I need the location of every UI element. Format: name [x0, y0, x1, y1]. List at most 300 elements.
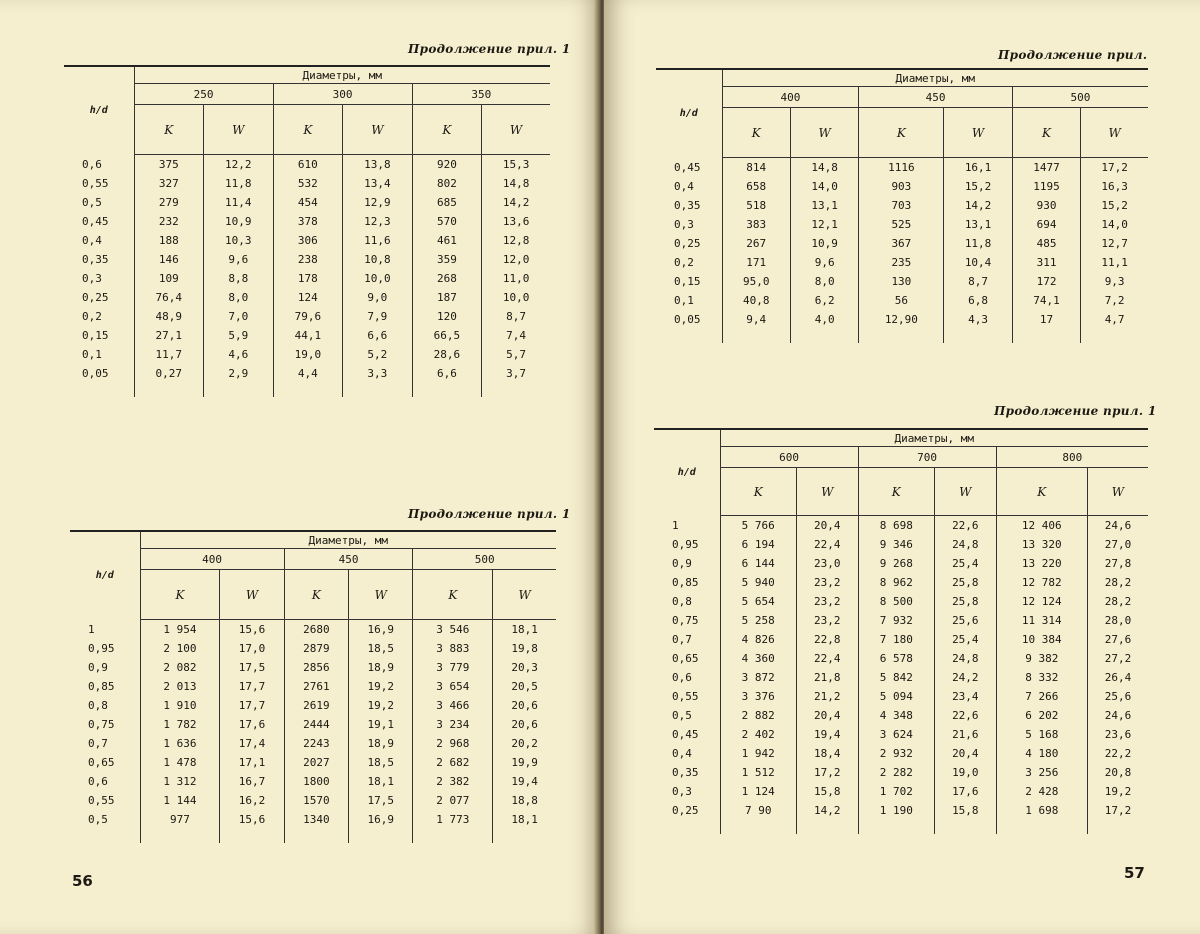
k-value: 171: [722, 253, 790, 272]
w-value: 16,1: [944, 158, 1012, 178]
w-value: 6,8: [944, 291, 1012, 310]
w-value: 11,1: [1101, 256, 1128, 269]
k-value: 2 882: [720, 706, 796, 725]
k-value: 930: [1012, 196, 1080, 215]
w-value: 10,4: [944, 253, 1012, 272]
k-value: 5 766: [720, 516, 796, 536]
w-value: 6,6: [343, 326, 413, 345]
k-value: 658: [722, 177, 790, 196]
w-value: 7,4: [506, 329, 527, 342]
w-value: 17,7: [220, 677, 284, 696]
w-value: 8,7: [506, 310, 527, 323]
table-row: [654, 706, 1148, 725]
w-value: 7,2: [1104, 294, 1125, 307]
k-value: 3 376: [720, 687, 796, 706]
k-value: 267: [722, 234, 790, 253]
table-row: [64, 193, 550, 212]
k-value: 802: [412, 174, 482, 193]
w-value: 4,0: [790, 310, 858, 329]
k-value: 1340: [284, 810, 348, 829]
diameter-value: 500: [1012, 87, 1148, 108]
diameters-header: Диаметры, мм: [140, 531, 556, 549]
w-value: 8,7: [944, 272, 1012, 291]
w-value: 13,1: [790, 196, 858, 215]
k-value: 5 168: [996, 725, 1087, 744]
table-row: [64, 307, 550, 326]
w-value: 8,0: [790, 272, 858, 291]
w-header: W: [220, 570, 284, 620]
w-value: 10,3: [204, 231, 274, 250]
hd-value: 0,45: [654, 725, 720, 744]
w-value: 20,5: [511, 680, 538, 693]
k-value: 1 144: [140, 791, 220, 810]
k-value: 2 428: [996, 782, 1087, 801]
hd-value: 0,35: [64, 250, 134, 269]
hd-header: h/d: [70, 531, 140, 620]
w-value: 17,7: [220, 696, 284, 715]
filler-cell: [722, 329, 790, 343]
hd-value: 0,55: [64, 174, 134, 193]
filler-cell: [349, 829, 413, 843]
w-value: 11,8: [944, 234, 1012, 253]
w-value: 20,6: [511, 699, 538, 712]
table-row: [654, 687, 1148, 706]
k-header: K: [412, 105, 482, 155]
filler-cell: [1081, 329, 1148, 343]
table-row: [654, 573, 1148, 592]
k-value: 9 346: [858, 535, 934, 554]
k-value: 2027: [284, 753, 348, 772]
w-value: 4,7: [1104, 313, 1125, 326]
w-value: 17,4: [220, 734, 284, 753]
hd-value: 0,9: [654, 554, 720, 573]
w-value: 26,4: [1104, 671, 1132, 684]
filler-cell: [134, 383, 204, 397]
k-value: 1570: [284, 791, 348, 810]
k-value: 8 500: [858, 592, 934, 611]
hd-value: 0,75: [654, 611, 720, 630]
k-value: 2 082: [140, 658, 220, 677]
k-value: 2243: [284, 734, 348, 753]
k-value: 76,4: [134, 288, 204, 307]
k-value: 187: [412, 288, 482, 307]
k-value: 17: [1012, 310, 1080, 329]
table-row: [656, 177, 1148, 196]
hd-value: 0,1: [64, 345, 134, 364]
w-value: 5,2: [343, 345, 413, 364]
table-row: [70, 658, 556, 677]
hd-value: 0,45: [64, 212, 134, 231]
w-value: 13,4: [343, 174, 413, 193]
k-value: 610: [273, 155, 343, 175]
k-value: 27,1: [134, 326, 204, 345]
hd-value: 0,25: [656, 234, 722, 253]
data-table: [64, 65, 550, 397]
filler-cell: [935, 820, 997, 834]
w-value: 5,7: [506, 348, 527, 361]
hd-value: 0,2: [64, 307, 134, 326]
w-value: 15,8: [935, 801, 997, 820]
w-value: 24,8: [935, 535, 997, 554]
k-value: 279: [134, 193, 204, 212]
k-value: 6 194: [720, 535, 796, 554]
k-value: 95,0: [722, 272, 790, 291]
filler-cell: [220, 829, 284, 843]
k-value: 7 90: [720, 801, 796, 820]
k-value: 1 312: [140, 772, 220, 791]
diameter-value: 400: [140, 549, 284, 570]
k-value: 5 258: [720, 611, 796, 630]
w-value: 22,2: [1104, 747, 1132, 760]
k-value: 1 702: [858, 782, 934, 801]
k-value: 703: [859, 196, 944, 215]
data-table: [656, 68, 1148, 343]
filler-cell: [482, 383, 550, 397]
w-value: 25,8: [935, 573, 997, 592]
k-value: 13 220: [996, 554, 1087, 573]
w-value: 11,6: [343, 231, 413, 250]
hd-value: 0,5: [654, 706, 720, 725]
w-value: 19,4: [796, 725, 858, 744]
k-value: 8 962: [858, 573, 934, 592]
w-value: 8,0: [204, 288, 274, 307]
w-value: 12,1: [790, 215, 858, 234]
k-value: 2 282: [858, 763, 934, 782]
k-value: 3 883: [413, 639, 493, 658]
k-value: 1800: [284, 772, 348, 791]
k-value: 5 094: [858, 687, 934, 706]
diameter-value: 250: [134, 84, 273, 105]
k-value: 3 872: [720, 668, 796, 687]
w-value: 27,2: [1104, 652, 1132, 665]
k-value: 2 682: [413, 753, 493, 772]
hd-value: 0,95: [654, 535, 720, 554]
table-row: [654, 725, 1148, 744]
w-value: 17,2: [796, 763, 858, 782]
w-value: 13,6: [502, 215, 530, 228]
w-value: 11,0: [502, 272, 530, 285]
k-value: 518: [722, 196, 790, 215]
w-value: 11,4: [204, 193, 274, 212]
w-value: 18,1: [511, 813, 538, 826]
k-value: 2 932: [858, 744, 934, 763]
table-row: [70, 753, 556, 772]
w-value: 27,0: [1104, 538, 1132, 551]
w-value: 5,9: [204, 326, 274, 345]
table-row: [654, 801, 1148, 820]
k-value: 235: [859, 253, 944, 272]
w-header: W: [1081, 108, 1148, 158]
k-value: 903: [859, 177, 944, 196]
k-value: 109: [134, 269, 204, 288]
w-value: 22,4: [796, 649, 858, 668]
w-value: 2,9: [204, 364, 274, 383]
k-value: 2619: [284, 696, 348, 715]
w-header: W: [790, 108, 858, 158]
k-value: 130: [859, 272, 944, 291]
filler-cell: [412, 383, 482, 397]
w-value: 12,8: [502, 234, 530, 247]
w-value: 28,0: [1104, 614, 1132, 627]
w-value: 23,2: [796, 592, 858, 611]
k-value: 2 968: [413, 734, 493, 753]
w-value: 19,2: [1104, 785, 1132, 798]
w-value: 15,6: [220, 620, 284, 640]
table-row: [654, 649, 1148, 668]
diameters-header: Диаметры, мм: [720, 429, 1148, 447]
w-value: 19,1: [349, 715, 413, 734]
k-value: 7 932: [858, 611, 934, 630]
k-value: 525: [859, 215, 944, 234]
table-row: [64, 174, 550, 193]
filler-cell: [64, 383, 134, 397]
hd-value: 0,8: [654, 592, 720, 611]
hd-header: h/d: [654, 429, 720, 516]
k-value: 178: [273, 269, 343, 288]
k-value: 1 124: [720, 782, 796, 801]
w-value: 15,2: [944, 177, 1012, 196]
k-value: 2 077: [413, 791, 493, 810]
k-header: K: [413, 570, 493, 620]
table-row: [70, 791, 556, 810]
hd-value: 0,95: [70, 639, 140, 658]
w-value: 10,0: [502, 291, 530, 304]
w-header: W: [796, 468, 858, 516]
k-value: 66,5: [412, 326, 482, 345]
k-header: K: [996, 468, 1087, 516]
k-value: 188: [134, 231, 204, 250]
hd-value: 0,05: [656, 310, 722, 329]
table-row: [64, 231, 550, 250]
w-value: 14,2: [502, 196, 530, 209]
table-row: [656, 310, 1148, 329]
w-value: 9,0: [343, 288, 413, 307]
k-value: 485: [1012, 234, 1080, 253]
w-value: 20,3: [511, 661, 538, 674]
filler-cell: [944, 329, 1012, 343]
table-row: [654, 744, 1148, 763]
hd-value: 0,3: [656, 215, 722, 234]
w-value: 17,0: [220, 639, 284, 658]
k-value: 3 779: [413, 658, 493, 677]
w-value: 20,6: [511, 718, 538, 731]
k-value: 1 190: [858, 801, 934, 820]
filler-cell: [796, 820, 858, 834]
table-row: [656, 234, 1148, 253]
w-value: 23,2: [796, 573, 858, 592]
table-row: [70, 715, 556, 734]
w-value: 18,8: [511, 794, 538, 807]
k-value: 40,8: [722, 291, 790, 310]
w-value: 19,2: [349, 677, 413, 696]
k-value: 3 654: [413, 677, 493, 696]
k-value: 232: [134, 212, 204, 231]
hd-value: 0,3: [64, 269, 134, 288]
w-value: 10,9: [204, 212, 274, 231]
w-value: 16,3: [1101, 180, 1128, 193]
k-value: 2 013: [140, 677, 220, 696]
k-value: 1 512: [720, 763, 796, 782]
w-value: 14,0: [1101, 218, 1128, 231]
table-row: [654, 630, 1148, 649]
w-value: 11,8: [204, 174, 274, 193]
k-value: 383: [722, 215, 790, 234]
w-value: 18,5: [349, 753, 413, 772]
k-value: 1 636: [140, 734, 220, 753]
w-value: 12,3: [343, 212, 413, 231]
w-value: 9,6: [790, 253, 858, 272]
w-value: 17,5: [349, 791, 413, 810]
hd-value: 0,35: [656, 196, 722, 215]
w-value: 14,8: [790, 158, 858, 178]
table-filler: [70, 829, 556, 843]
k-value: 570: [412, 212, 482, 231]
table-filler: [654, 820, 1148, 834]
k-value: 367: [859, 234, 944, 253]
w-value: 25,8: [935, 592, 997, 611]
w-value: 24,6: [1104, 519, 1132, 532]
hd-value: 0,4: [656, 177, 722, 196]
k-header: K: [858, 468, 934, 516]
k-value: 5 842: [858, 668, 934, 687]
k-value: 920: [412, 155, 482, 175]
table-row: [70, 677, 556, 696]
w-value: 16,9: [349, 620, 413, 640]
w-value: 17,1: [220, 753, 284, 772]
table-row: [64, 155, 550, 175]
k-header: K: [140, 570, 220, 620]
table-caption: Продолжение прил.: [998, 48, 1148, 62]
w-value: 3,7: [506, 367, 527, 380]
w-value: 12,2: [204, 155, 274, 175]
w-value: 25,4: [935, 554, 997, 573]
table-row: [70, 639, 556, 658]
w-value: 16,9: [349, 810, 413, 829]
hd-value: 0,4: [654, 744, 720, 763]
k-value: 306: [273, 231, 343, 250]
k-value: 2 100: [140, 639, 220, 658]
w-value: 23,2: [796, 611, 858, 630]
k-value: 3 234: [413, 715, 493, 734]
k-value: 1 910: [140, 696, 220, 715]
k-value: 172: [1012, 272, 1080, 291]
w-value: 14,2: [796, 801, 858, 820]
k-header: K: [859, 108, 944, 158]
k-value: 9 382: [996, 649, 1087, 668]
k-value: 12,90: [859, 310, 944, 329]
k-value: 2444: [284, 715, 348, 734]
k-value: 12 406: [996, 516, 1087, 536]
page-number: 56: [72, 872, 93, 890]
hd-value: 0,9: [70, 658, 140, 677]
hd-value: 0,5: [64, 193, 134, 212]
hd-value: 0,25: [64, 288, 134, 307]
w-value: 18,1: [349, 772, 413, 791]
k-value: 1477: [1012, 158, 1080, 178]
k-value: 9 268: [858, 554, 934, 573]
w-value: 15,3: [502, 158, 530, 171]
k-value: 3 466: [413, 696, 493, 715]
k-value: 1 942: [720, 744, 796, 763]
k-value: 1 698: [996, 801, 1087, 820]
table-caption: Продолжение прил. 1: [408, 42, 571, 56]
hd-value: 1: [654, 516, 720, 536]
w-value: 24,8: [935, 649, 997, 668]
hd-value: 0,45: [656, 158, 722, 178]
k-value: 1 782: [140, 715, 220, 734]
w-header: W: [1087, 468, 1148, 516]
filler-cell: [284, 829, 348, 843]
w-value: 4,3: [944, 310, 1012, 329]
filler-cell: [996, 820, 1087, 834]
w-value: 22,6: [935, 516, 997, 536]
k-value: 12 124: [996, 592, 1087, 611]
k-value: 814: [722, 158, 790, 178]
w-value: 23,6: [1104, 728, 1132, 741]
w-value: 7,0: [204, 307, 274, 326]
k-value: 311: [1012, 253, 1080, 272]
hd-value: 0,65: [70, 753, 140, 772]
filler-cell: [1012, 329, 1080, 343]
w-value: 3,3: [343, 364, 413, 383]
w-header: W: [343, 105, 413, 155]
right-page: [604, 0, 1200, 934]
table-row: [70, 734, 556, 753]
w-value: 20,4: [796, 516, 858, 536]
table-row: [654, 592, 1148, 611]
w-value: 12,0: [502, 253, 530, 266]
k-header: K: [722, 108, 790, 158]
k-value: 10 384: [996, 630, 1087, 649]
w-value: 4,6: [204, 345, 274, 364]
k-value: 56: [859, 291, 944, 310]
k-value: 1195: [1012, 177, 1080, 196]
k-value: 28,6: [412, 345, 482, 364]
w-value: 19,4: [511, 775, 538, 788]
k-value: 2856: [284, 658, 348, 677]
hd-value: 0,7: [70, 734, 140, 753]
k-value: 977: [140, 810, 220, 829]
hd-value: 0,75: [70, 715, 140, 734]
w-value: 18,5: [349, 639, 413, 658]
w-value: 18,9: [349, 658, 413, 677]
w-value: 17,2: [1104, 804, 1132, 817]
k-value: 44,1: [273, 326, 343, 345]
w-value: 13,8: [343, 155, 413, 175]
k-value: 12 782: [996, 573, 1087, 592]
hd-header: h/d: [64, 66, 134, 155]
table-row: [64, 326, 550, 345]
k-value: 19,0: [273, 345, 343, 364]
data-table: [654, 428, 1148, 834]
w-value: 9,6: [204, 250, 274, 269]
filler-cell: [858, 820, 934, 834]
w-value: 15,6: [220, 810, 284, 829]
w-value: 21,8: [796, 668, 858, 687]
k-value: 685: [412, 193, 482, 212]
hd-value: 0,6: [654, 668, 720, 687]
table-row: [654, 763, 1148, 782]
k-value: 3 546: [413, 620, 493, 640]
hd-value: 0,6: [70, 772, 140, 791]
w-value: 9,3: [1104, 275, 1125, 288]
k-value: 74,1: [1012, 291, 1080, 310]
k-value: 11,7: [134, 345, 204, 364]
k-value: 4 348: [858, 706, 934, 725]
k-value: 13 320: [996, 535, 1087, 554]
diameters-header: Диаметры, мм: [722, 69, 1148, 87]
k-value: 48,9: [134, 307, 204, 326]
